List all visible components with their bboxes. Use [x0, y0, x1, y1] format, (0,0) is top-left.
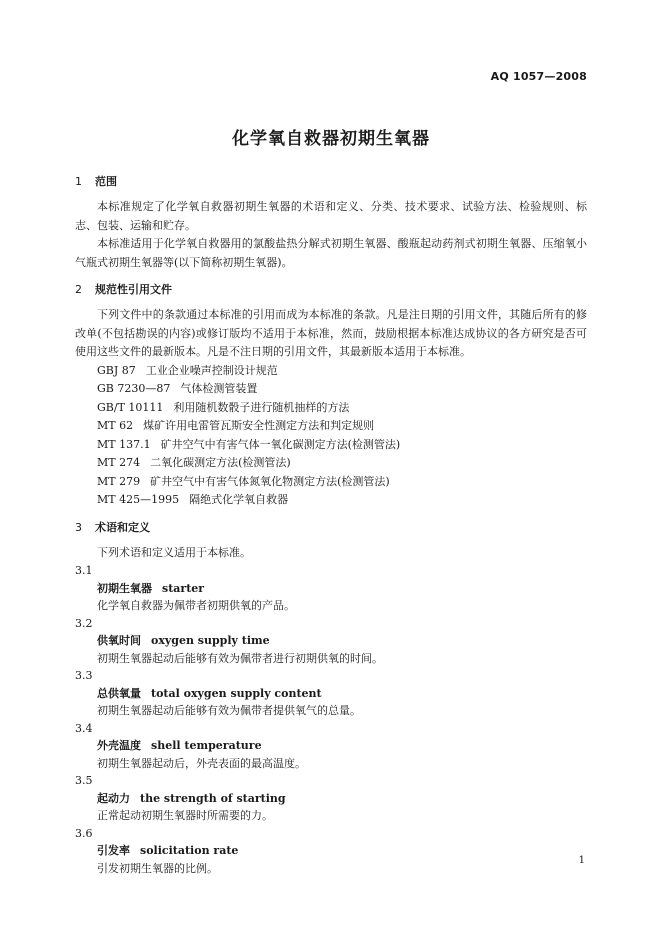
- term-zh: 供氧时间: [97, 634, 141, 647]
- section-heading-terms: [75, 518, 587, 538]
- reference-title: 隔绝式化学氧自救器: [189, 493, 289, 506]
- term-heading: [75, 842, 587, 860]
- reference-item: [75, 436, 587, 455]
- reference-code: GBJ 87: [97, 363, 136, 377]
- document-body: [75, 172, 587, 877]
- term-entry: [75, 562, 587, 615]
- term-definition: 化学氧自救器为佩带者初期供氧的产品。: [97, 599, 295, 612]
- term-entry: [75, 615, 587, 668]
- reference-title: 利用随机数骰子进行随机抽样的方法: [173, 400, 350, 414]
- reference-item: [75, 454, 587, 473]
- reference-code: GB 7230—87: [97, 382, 171, 395]
- term-zh: 引发率: [97, 844, 130, 857]
- section-number: 2: [75, 283, 82, 296]
- reference-title: 煤矿许用电雷管瓦斯安全性测定方法和判定规则: [143, 419, 375, 432]
- reference-code: GB/T 10111: [97, 400, 164, 414]
- term-entry: [75, 825, 587, 878]
- term-entry: [75, 667, 587, 720]
- reference-title: 矿井空气中有害气体氮氧化物测定方法(检测管法): [150, 474, 390, 488]
- reference-title: 气体检测管装置: [180, 382, 258, 395]
- term-definition: 初期生氧器起动后能够有效为佩带者进行初期供氧的时间。: [97, 651, 383, 665]
- reference-item: [75, 362, 587, 381]
- reference-item: [75, 399, 587, 418]
- reference-title: 工业企业噪声控制设计规范: [145, 363, 278, 377]
- section-number: 3: [75, 520, 82, 534]
- term-en: shell temperature: [151, 739, 262, 752]
- section-heading-references: [75, 280, 587, 300]
- term-number: 3.5: [75, 774, 93, 787]
- reference-code: MT 62: [97, 419, 134, 432]
- term-number: 3.6: [75, 826, 93, 840]
- standard-code: AQ 1057—2008: [490, 70, 587, 83]
- term-number: 3.3: [75, 669, 93, 682]
- term-en: starter: [162, 581, 205, 595]
- term-heading: [75, 737, 587, 755]
- scope-paragraph-1: 本标准规定了化学氧自救器初期生氧器的术语和定义、分类、技术要求、试验方法、检验规则、标志、包装、运输和贮存。: [75, 200, 587, 232]
- reference-title: 矿井空气中有害气体一氧化碳测定方法(检测管法): [160, 437, 401, 451]
- term-heading: [75, 632, 587, 650]
- reference-item: [75, 417, 587, 436]
- term-definition: 初期生氧器起动后，外壳表面的最高温度。: [97, 756, 306, 770]
- term-definition: 初期生氧器起动后能够有效为佩带者提供氧气的总量。: [97, 704, 361, 717]
- term-heading: [75, 790, 587, 808]
- term-entry: [75, 772, 587, 825]
- section-number: 1: [75, 175, 82, 188]
- references-intro: 下列文件中的条款通过本标准的引用而成为本标准的条款。凡是注日期的引用文件，其随后所有的修改单(不包括勘误的内容)或修订版均不适用于本标准，然而，鼓励根据本标准达成协议的各方研究是否可使用这些文件的最新版本。凡是不注日期的引用文件，其最新版本适用于本标准。: [75, 308, 587, 358]
- reference-list: [75, 362, 587, 510]
- term-zh: 总供氧量: [97, 686, 141, 700]
- term-definition: 引发初期生氧器的比例。: [97, 861, 218, 875]
- reference-code: MT 274: [97, 456, 141, 469]
- reference-code: MT 425—1995: [97, 493, 180, 506]
- reference-item: [75, 473, 587, 492]
- section-title: 范围: [95, 175, 117, 188]
- section-heading-scope: [75, 172, 587, 192]
- term-number: 3.4: [75, 721, 93, 735]
- term-zh: 初期生氧器: [97, 581, 152, 595]
- term-entry: [75, 720, 587, 773]
- term-zh: 外壳温度: [97, 739, 141, 752]
- term-heading: [75, 580, 587, 598]
- term-zh: 起动力: [97, 791, 130, 805]
- reference-code: MT 279: [97, 474, 141, 488]
- term-en: total oxygen supply content: [151, 686, 322, 700]
- term-en: solicitation rate: [140, 844, 239, 857]
- reference-item: [75, 491, 587, 510]
- document-title: 化学氧自救器初期生氧器: [232, 129, 430, 149]
- section-title: 术语和定义: [95, 520, 150, 534]
- term-number: 3.1: [75, 564, 93, 577]
- page-number: 1: [578, 855, 585, 866]
- reference-item: [75, 380, 587, 399]
- term-en: oxygen supply time: [151, 634, 270, 647]
- term-heading: [75, 685, 587, 703]
- reference-title: 二氧化碳测定方法(检测管法): [150, 456, 291, 469]
- term-number: 3.2: [75, 616, 93, 630]
- term-definition: 正常起动初期生氧器时所需要的力。: [97, 809, 273, 822]
- terms-intro: 下列术语和定义适用于本标准。: [97, 545, 251, 559]
- reference-code: MT 137.1: [97, 437, 151, 451]
- term-en: the strength of starting: [140, 791, 286, 805]
- scope-paragraph-2: 本标准适用于化学氧自救器用的氯酸盐热分解式初期生氧器、酸瓶起动药剂式初期生氧器、压缩氧小气瓶式初期生氧器等(以下简称初期生氧器)。: [75, 237, 587, 269]
- section-title: 规范性引用文件: [95, 283, 172, 296]
